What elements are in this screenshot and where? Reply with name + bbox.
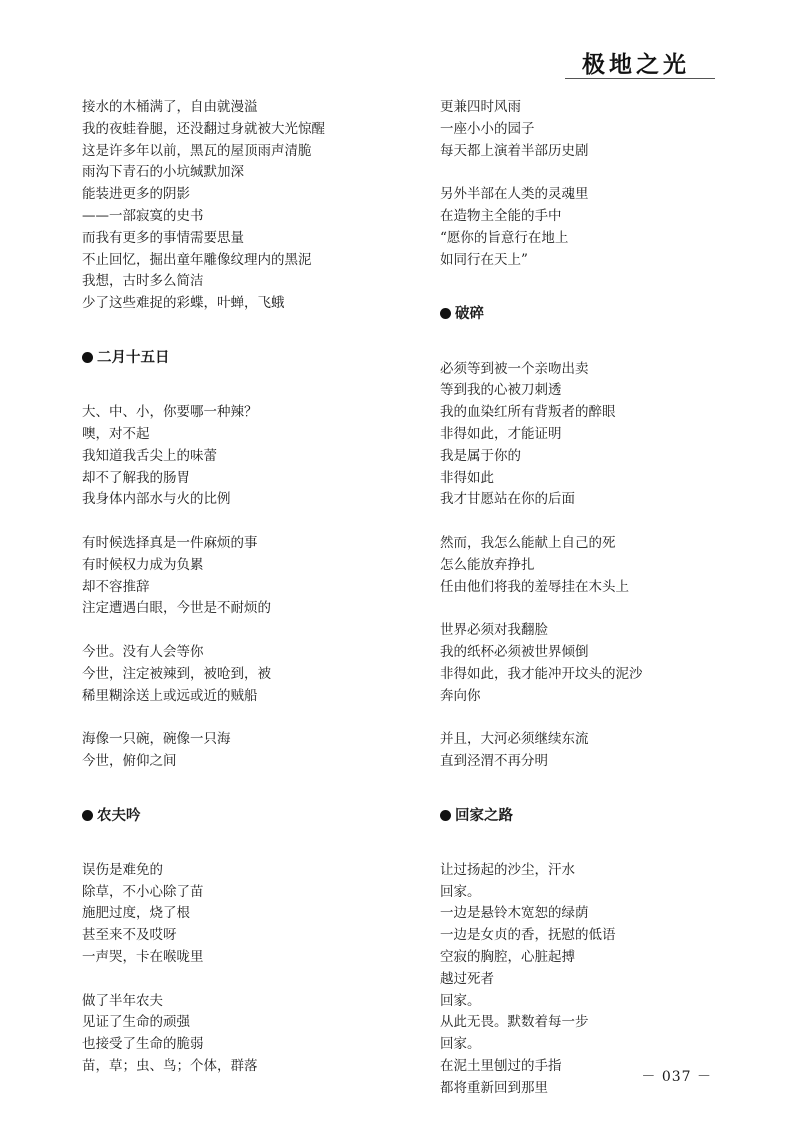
poem-line: 每天都上演着半部历史剧 <box>440 142 589 159</box>
poem-title: 二月十五日 <box>82 337 392 381</box>
poem-line: 让过扬起的沙尘，汗水 <box>440 861 575 878</box>
poem-line: 不止回忆，掘出童年雕像纹理内的黑泥 <box>82 251 312 268</box>
poem-line: 见证了生命的顽强 <box>82 1014 190 1031</box>
poem-line: “愿你的旨意行在地上 <box>440 229 569 246</box>
poem-line: 我想，古时多么简洁 <box>82 273 204 290</box>
poem-line: 甚至来不及哎呀 <box>82 927 177 944</box>
poem-line: 如同行在天上” <box>440 251 528 268</box>
bullet-icon <box>82 810 93 821</box>
poem-line: 我知道我舌尖上的味蕾 <box>82 447 217 464</box>
poem-line: 奔向你 <box>440 687 481 704</box>
bullet-icon <box>440 810 451 821</box>
poem-line: 回家。 <box>440 1036 481 1053</box>
poem-line: 今世。没有人会等你 <box>82 643 204 660</box>
poem-line: 有时候选择真是一件麻烦的事 <box>82 534 258 551</box>
poem-line: 我的血染红所有背叛者的醉眼 <box>440 404 616 421</box>
poem-line: 苗，草；虫、鸟；个体，群落 <box>82 1058 258 1075</box>
poem-title: 回家之路 <box>440 795 750 839</box>
poem-line: 今世，俯仰之间 <box>82 752 177 769</box>
poem-line: 我的纸杯必须被世界倾倒 <box>440 643 589 660</box>
poem-line: 怎么能放弃挣扎 <box>440 556 535 573</box>
intro-stanza <box>82 97 392 315</box>
poem-line: 我是属于你的 <box>440 447 521 464</box>
poem-line: 一声哭，卡在喉咙里 <box>82 949 204 966</box>
header-rule <box>565 78 715 79</box>
page-number: － 037 － <box>641 1069 712 1085</box>
poem-line: 一边是悬铃木宽恕的绿荫 <box>440 905 589 922</box>
poem-line: 稀里糊涂送上或远或近的贼船 <box>82 687 258 704</box>
poem-line: 接水的木桶满了，自由就漫溢 <box>82 99 258 115</box>
poem-line: 也接受了生命的脆弱 <box>82 1036 204 1053</box>
poem-title: 农夫吟 <box>82 795 392 839</box>
poem-line: 非得如此，才能证明 <box>440 425 562 442</box>
poem-line: 误伤是难免的 <box>82 861 163 878</box>
poem-line: 一边是女贞的香，抚慰的低语 <box>440 927 616 944</box>
poem-line: 非得如此 <box>440 469 494 486</box>
poem-line: 能装进更多的阴影 <box>82 186 190 203</box>
poem-line: 另外半部在人类的灵魂里 <box>440 186 589 203</box>
poem-line: 我身体内部水与火的比例 <box>82 491 231 508</box>
bullet-icon <box>440 308 451 319</box>
poem-line: 都将重新回到那里 <box>440 1079 548 1096</box>
poem-line: 这是许多年以前，黑瓦的屋顶雨声清脆 <box>82 142 312 159</box>
right-column <box>440 97 750 1100</box>
poem-line: 却不了解我的肠胃 <box>82 469 190 486</box>
poem-line: 有时候权力成为负累 <box>82 556 204 573</box>
poem-line: 而我有更多的事情需要思量 <box>82 229 244 246</box>
poem-line: 我才甘愿站在你的后面 <box>440 491 575 508</box>
poem-line: 噢，对不起 <box>82 425 150 442</box>
poem-line: ——一部寂寞的史书 <box>82 207 204 224</box>
poem-line: 却不容推辞 <box>82 578 150 595</box>
poem-line: 做了半年农夫 <box>82 992 163 1009</box>
running-header-title: 极地之光 <box>582 52 690 78</box>
poem-line: 然而，我怎么能献上自己的死 <box>440 534 616 551</box>
poem-line: 大、中、小，你要哪一种辣？ <box>82 404 258 421</box>
poem-line: 越过死者 <box>440 970 494 987</box>
poem-title: 破碎 <box>440 293 750 337</box>
poem-line: 施肥过度，烧了根 <box>82 905 190 922</box>
poem-line: 直到泾渭不再分明 <box>440 752 548 769</box>
poem-line: 从此无畏。默数着每一步 <box>440 1014 589 1031</box>
poem-line: 回家。 <box>440 883 481 900</box>
poem-line: 空寂的胸腔，心脏起搏 <box>440 949 575 966</box>
poem-line: 世界必须对我翻脸 <box>440 622 548 639</box>
poem-line: 非得如此，我才能冲开坟头的泥沙 <box>440 665 643 682</box>
poem-line: 今世，注定被辣到，被呛到，被 <box>82 665 271 682</box>
poem-line: 海像一只碗，碗像一只海 <box>82 731 231 748</box>
poem-line: 等到我的心被刀刺透 <box>440 382 562 399</box>
poem-line: 一座小小的园子 <box>440 120 535 137</box>
poem-line: 更兼四时风雨 <box>440 99 521 115</box>
poem-line: 回家。 <box>440 992 481 1009</box>
bullet-icon <box>82 352 93 363</box>
poem-line: 少了这些难捉的彩蝶，叶蝉，飞蛾 <box>82 295 285 312</box>
poem-line: 在泥土里刨过的手指 <box>440 1058 562 1075</box>
poem-line: 并且，大河必须继续东流 <box>440 731 589 748</box>
poem-line: 在造物主全能的手中 <box>440 207 562 224</box>
poem-line: 除草，不小心除了苗 <box>82 883 204 900</box>
poem-line: 雨沟下青石的小坑缄默加深 <box>82 164 244 181</box>
poem-line: 注定遭遇白眼，今世是不耐烦的 <box>82 600 271 617</box>
poem-line: 我的夜蛙眷腿，还没翻过身就被大光惊醒 <box>82 120 325 137</box>
left-column <box>82 97 392 1078</box>
poem-line: 任由他们将我的羞辱挂在木头上 <box>440 578 629 595</box>
poem-line: 必须等到被一个亲吻出卖 <box>440 360 589 377</box>
